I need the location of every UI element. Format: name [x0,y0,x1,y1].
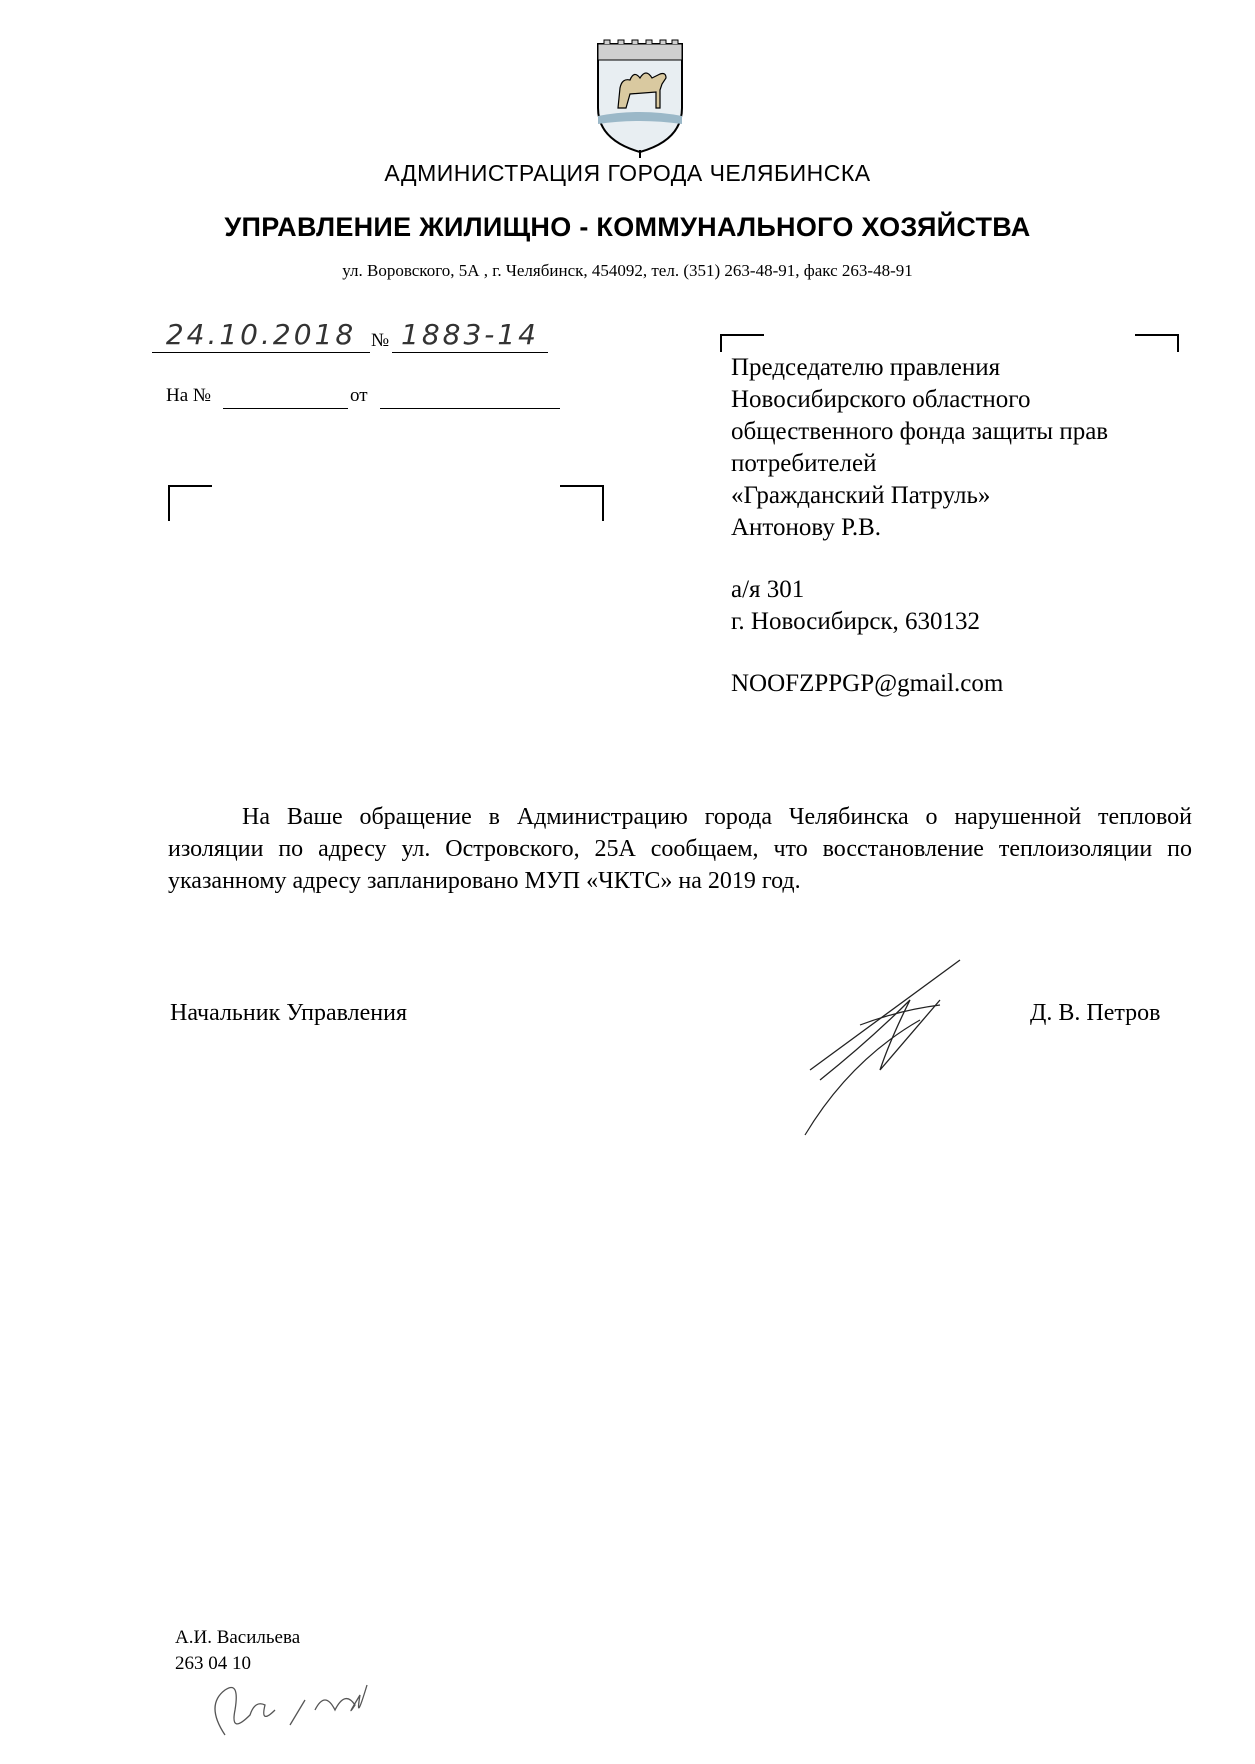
signer-position: Начальник Управления [170,1000,407,1026]
reference-label: На № [166,385,212,406]
reference-date-blank [380,388,560,409]
administration-name: АДМИНИСТРАЦИЯ ГОРОДА ЧЕЛЯБИНСКА [384,160,871,186]
recipient-line: Новосибирского областного [731,386,1031,413]
signer-name: Д. В. Петров [1030,1000,1161,1026]
recipient-email: NOOFZPPGP@gmail.com [731,670,1004,697]
outgoing-number: 1883-14 [392,318,548,353]
recipient-line: Председателю правления [731,354,1001,381]
recipient-block [731,352,1171,700]
body-paragraph: На Ваше обращение в Администрацию города Челябинска о нарушенной тепловой изоляции по адресу ул. Островского, 25А сообщаем, что восстановление теплоизоляции по указанному адресу запланировано МУП «ЧКТС» на 2019 год. [168,804,1192,894]
left-block-corner-tr [560,485,604,521]
letter-body [168,801,1192,897]
outgoing-date: 24.10.2018 [152,318,370,353]
recipient-line: Антонову Р.В. [731,514,882,541]
reference-from-label: от [350,385,368,406]
recipient-corner-tl [720,334,764,352]
handwritten-signature [790,940,990,1140]
executor-phone: 263 04 10 [175,1653,251,1674]
recipient-po-box: а/я 301 [731,576,805,603]
city-coat-of-arms-emblem [590,38,690,158]
recipient-line: «Гражданский Патруль» [731,482,991,509]
department-address: ул. Воровского, 5А , г. Челябинск, 454092, тел. (351) 263-48-91, факс 263-48-91 [342,261,913,280]
executor-name: А.И. Васильева [175,1627,301,1648]
reference-number-blank [223,388,348,409]
executor-initials-mark [195,1665,395,1745]
recipient-city: г. Новосибирск, 630132 [731,608,981,635]
recipient-line: общественного фонда защиты прав [731,418,1109,445]
left-block-corner-tl [168,485,212,521]
recipient-line: потребителей [731,450,877,477]
number-sign: № [371,330,390,351]
recipient-corner-tr [1135,334,1179,352]
department-name: УПРАВЛЕНИЕ ЖИЛИЩНО - КОММУНАЛЬНОГО ХОЗЯЙСТВА [224,212,1031,242]
